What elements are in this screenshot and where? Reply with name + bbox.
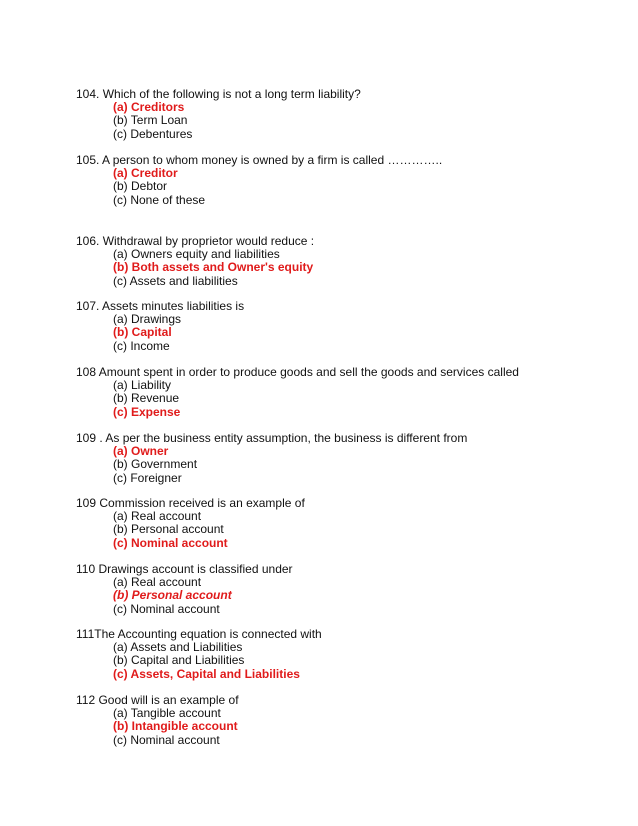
option-b: (b) Revenue	[113, 391, 180, 406]
option-b-correct: (b) Capital	[113, 325, 172, 340]
question-stem: 105. A person to whom money is owned by a firm is called …………..	[76, 153, 443, 167]
question-111	[76, 628, 616, 681]
option-b: (b) Government	[113, 457, 198, 472]
option-a: (a) Liability	[113, 378, 172, 393]
question-stem: 106. Withdrawal by proprietor would reduce :	[76, 234, 315, 248]
question-108	[76, 366, 616, 419]
option-a: (a) Owners equity and liabilities	[113, 247, 280, 262]
option-a: (a) Drawings	[113, 312, 182, 327]
question-stem: 109 Commission received is an example of	[76, 496, 305, 510]
option-b: (b) Term Loan	[113, 113, 188, 128]
option-a-correct: (a) Creditors	[113, 100, 185, 115]
question-stem: 104. Which of the following is not a long term liability?	[76, 87, 361, 101]
option-b: (b) Personal account	[113, 522, 224, 537]
option-c: (c) Nominal account	[113, 601, 220, 616]
option-c-correct: (c) Assets, Capital and Liabilities	[113, 666, 300, 681]
option-a: (a) Tangible account	[113, 706, 221, 721]
option-c: (c) Income	[113, 338, 170, 353]
option-b-correct: (b) Personal account	[113, 588, 232, 603]
option-b-correct: (b) Intangible account	[113, 719, 238, 734]
question-110	[76, 563, 616, 616]
question-105	[76, 154, 616, 207]
option-a: (a) Real account	[113, 509, 202, 524]
option-c-correct: (c) Nominal account	[113, 535, 228, 550]
question-109-commission	[76, 497, 616, 550]
option-c: (c) Debentures	[113, 126, 193, 141]
option-a-correct: (a) Owner	[113, 444, 169, 459]
option-c: (c) Assets and liabilities	[113, 273, 238, 288]
option-a: (a) Real account	[113, 575, 202, 590]
question-stem: 111The Accounting equation is connected with	[76, 627, 322, 641]
question-stem: 109 . As per the business entity assumption, the business is different from	[76, 431, 468, 445]
option-c: (c) None of these	[113, 192, 206, 207]
option-c: (c) Nominal account	[113, 732, 220, 747]
question-107	[76, 300, 616, 353]
option-b: (b) Debtor	[113, 179, 168, 194]
question-104	[76, 88, 616, 141]
question-112	[76, 694, 616, 747]
option-b-correct: (b) Both assets and Owner's equity	[113, 260, 314, 275]
question-stem: 107. Assets minutes liabilities is	[76, 299, 245, 313]
question-stem: 108 Amount spent in order to produce goods and sell the goods and services called	[76, 365, 519, 379]
question-stem: 112 Good will is an example of	[76, 693, 239, 707]
option-a: (a) Assets and Liabilities	[113, 640, 243, 655]
option-b: (b) Capital and Liabilities	[113, 653, 245, 668]
question-stem: 110 Drawings account is classified under	[76, 562, 293, 576]
option-c: (c) Foreigner	[113, 470, 182, 485]
question-106	[76, 235, 616, 288]
question-109-entity	[76, 432, 616, 485]
option-c-correct: (c) Expense	[113, 404, 181, 419]
option-a-correct: (a) Creditor	[113, 166, 178, 181]
